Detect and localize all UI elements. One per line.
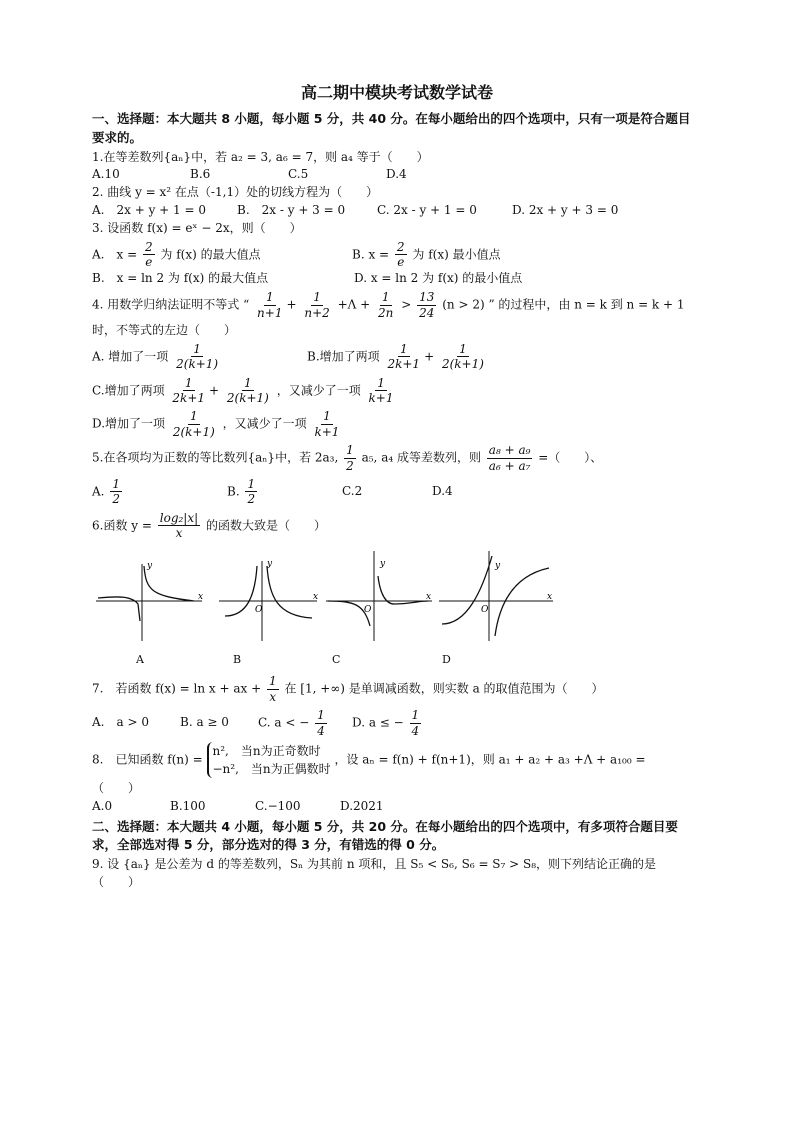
- numerator: 1: [112, 476, 120, 491]
- numerator: 2: [144, 239, 153, 254]
- stem-prefix: 4. 用数学归纳法证明不等式 “: [92, 297, 250, 312]
- denominator: n+2: [304, 305, 330, 320]
- case-even: −n², 当n为正偶数时: [212, 762, 331, 777]
- denominator: 2(k+1): [226, 390, 269, 405]
- numerator: 1: [381, 290, 390, 305]
- option-d: [352, 708, 423, 738]
- numerator: 1: [323, 409, 331, 424]
- denominator: 2n: [378, 305, 394, 320]
- svg-text:y: y: [267, 559, 273, 570]
- fraction: [344, 443, 356, 473]
- fraction: [110, 477, 122, 507]
- option-b: B.增加了两项 $\frac{1}{2k+1}$ + $\frac{1}{2(k+1)}$: [307, 341, 484, 372]
- option-a-prefix: A. x =: [92, 247, 138, 262]
- fraction: [143, 240, 155, 270]
- graph-d: [437, 546, 557, 646]
- greater-than: >: [401, 297, 412, 312]
- fraction: [395, 240, 407, 270]
- stem-suffix: 的函数大致是（ ）: [206, 518, 327, 533]
- question-1-options: [92, 168, 702, 182]
- fraction: [487, 443, 533, 473]
- question-4-stem: 4. 用数学归纳法证明不等式 “ $\frac{1}{n+1}$ + $\frac{1}{n+2}$ +Λ + $\frac{1}{2n}$ > $\frac{13}{24}$ (n > 2) ” 的过程中，由 n = k 到 n = k + 1: [92, 290, 685, 320]
- question-7-options: [92, 708, 702, 738]
- denominator: 2(k+1): [172, 424, 215, 439]
- section-one-heading: 一、选择题：本大题共 8 小题，每小题 5 分，共 40 分。在每小题给出的四个选项中，只有一项是符合题目要求的。: [92, 111, 691, 145]
- option-c-mid: ，又减少了一项: [276, 382, 361, 397]
- numerator: log₂|x|: [159, 510, 199, 525]
- denominator: 2: [247, 492, 256, 507]
- numerator: 1: [346, 443, 354, 458]
- fraction: [312, 409, 341, 439]
- fraction: [302, 290, 331, 320]
- question-2-stem: 2. 曲线 y = x² 在点（-1,1）处的切线方程为（ ）: [92, 185, 379, 200]
- numerator: 1: [459, 341, 467, 356]
- graph-a-label: A: [136, 653, 144, 667]
- numerator: 1: [411, 708, 420, 723]
- denominator: 4: [317, 723, 325, 738]
- ellipsis-term: +Λ +: [337, 297, 371, 312]
- fraction: [255, 290, 284, 320]
- option-d: D.4: [432, 483, 453, 498]
- option-b: B.6: [190, 167, 211, 182]
- svg-text:y: y: [495, 561, 501, 572]
- option-d-prefix: D.增加了一项: [92, 416, 166, 431]
- question-7-stem: [92, 674, 702, 704]
- section-two-heading: 二、选择题：本大题共 4 小题，每小题 5 分，共 20 分。在每小题给出的四个选项中，有多项符合题目要求，全部选对得 5 分，部分选对的得 3 分，有错选的得 0 分。: [92, 818, 678, 852]
- option-b-prefix: B.: [227, 484, 240, 499]
- denominator: 4: [411, 723, 420, 738]
- option-c-prefix: C.增加了两项: [92, 382, 165, 397]
- denominator: 2k+1: [172, 390, 206, 405]
- svg-text:O: O: [364, 605, 372, 616]
- numerator: 1: [193, 341, 201, 356]
- option-a: A.10: [92, 167, 120, 182]
- stem-prefix: 7. 若函数 f(x) = ln x + ax +: [92, 681, 262, 696]
- option-b: [227, 477, 342, 507]
- stem-suffix: ，设 aₙ = f(n) + f(n+1)，则 a₁ + a₂ + a₃ +Λ + a₁₀₀ =: [334, 752, 646, 767]
- fraction: [158, 511, 200, 541]
- numerator: 1: [265, 290, 274, 305]
- option-a: [92, 240, 352, 270]
- graph-c: [324, 546, 436, 646]
- question-2-options: [92, 204, 702, 218]
- fraction: [315, 708, 327, 738]
- stem-prefix: 6.函数 y =: [92, 518, 152, 533]
- svg-text:O: O: [481, 605, 489, 616]
- denominator: 2: [346, 458, 354, 473]
- denominator: e: [145, 255, 153, 270]
- question-3-options-cd: [92, 272, 702, 286]
- fraction: [376, 290, 395, 320]
- option-c: B. x = ln 2 为 f(x) 的最大值点: [92, 271, 269, 286]
- stem-suffix: =（ ）、: [538, 450, 603, 465]
- option-c: C.5: [288, 167, 309, 182]
- fraction: [367, 376, 396, 406]
- fraction: [174, 342, 220, 372]
- option-d: D. x = ln 2 为 f(x) 的最小值点: [354, 271, 523, 286]
- stem-prefix: 5.在各项均为正数的等比数列{aₙ}中，若 2a₃,: [92, 450, 339, 465]
- question-4-stem-line2: 时，不等式的左边（ ）: [92, 322, 237, 337]
- svg-text:O: O: [255, 605, 263, 616]
- fraction: [385, 342, 422, 372]
- option-d: D.4: [386, 167, 407, 182]
- option-b-prefix: B.增加了两项: [307, 349, 380, 364]
- option-d-prefix: D. a ≤ −: [352, 715, 404, 730]
- numerator: 1: [247, 476, 256, 491]
- graph-d-label: D: [442, 653, 451, 667]
- option-a: A. 2x + y + 1 = 0: [92, 203, 206, 218]
- fraction: [267, 674, 279, 704]
- page-title: 高二期中模块考试数学试卷: [300, 83, 493, 102]
- denominator: x: [269, 689, 277, 704]
- graph-a: [94, 546, 206, 646]
- option-b: B.100: [170, 798, 206, 813]
- numerator: 2: [396, 239, 405, 254]
- denominator: 2k+1: [387, 357, 421, 372]
- piecewise-definition: [207, 742, 331, 778]
- fraction: [440, 342, 486, 372]
- question-9-paren: （ ）: [92, 874, 141, 889]
- denominator: 2: [112, 492, 120, 507]
- numerator: 1: [244, 375, 252, 390]
- denominator: e: [397, 255, 405, 270]
- option-c: C.2: [342, 483, 363, 498]
- option-b: B. 2x - y + 3 = 0: [237, 203, 346, 218]
- stem-prefix: 8. 已知函数 f(n) =: [92, 752, 203, 767]
- fraction: [171, 409, 217, 439]
- question-5-options: [92, 477, 702, 507]
- fraction: [410, 708, 422, 738]
- option-a: [92, 477, 227, 507]
- denominator: 24: [419, 305, 435, 320]
- denominator: n+1: [257, 305, 283, 320]
- fraction: [417, 290, 436, 320]
- option-d: D.2021: [340, 798, 384, 813]
- denominator: a₆ + a₇: [488, 458, 531, 473]
- option-a-suffix: 为 f(x) 的最大值点: [160, 247, 261, 262]
- stem-suffix: (n > 2) ” 的过程中，由 n = k 到 n = k + 1: [442, 297, 685, 312]
- cases: [207, 742, 331, 778]
- option-a: A. a > 0: [92, 715, 149, 730]
- svg-text:y: y: [147, 561, 153, 572]
- question-8-stem: [92, 742, 702, 778]
- question-3-options-ab: [92, 240, 702, 270]
- question-6-stem: [92, 511, 702, 541]
- numerator: a₈ + a₉: [488, 443, 531, 458]
- question-1-stem: 1.在等差数列{aₙ}中，若 a₂ = 3, a₆ = 7，则 a₄ 等于（ ）: [92, 149, 429, 164]
- option-a: A.0: [92, 798, 113, 813]
- question-9-stem: 9. 设 {aₙ} 是公差为 d 的等差数列，Sₙ 为其前 n 项和，且 S₅ < S₆, S₆ = S₇ > S₈，则下列结论正确的是: [92, 856, 657, 871]
- svg-text:y: y: [380, 559, 386, 570]
- numerator: 1: [317, 708, 325, 723]
- numerator: 1: [190, 409, 198, 424]
- question-8-options: [92, 800, 702, 814]
- svg-text:x: x: [198, 592, 204, 603]
- exam-page: [92, 84, 702, 893]
- option-b: [352, 240, 501, 270]
- svg-text:x: x: [426, 592, 432, 603]
- option-d: D. 2x + y + 3 = 0: [512, 203, 619, 218]
- numerator: 1: [377, 375, 385, 390]
- option-c: C.增加了两项 $\frac{1}{2k+1}$ + $\frac{1}{2(k+1)}$ ，又减少了一项 $\frac{1}{k+1}$: [92, 375, 394, 405]
- svg-text:x: x: [547, 592, 553, 603]
- numerator: 1: [268, 674, 277, 689]
- fraction: [225, 376, 271, 406]
- numerator: 13: [419, 290, 435, 305]
- option-a-prefix: A. 增加了一项: [92, 349, 169, 364]
- stem-mid: a₅, a₄ 成等差数列，则: [361, 450, 481, 465]
- numerator: 1: [399, 341, 408, 356]
- graph-b: [217, 546, 322, 646]
- question-8-paren: （ ）: [92, 781, 141, 796]
- denominator: k+1: [368, 390, 394, 405]
- denominator: 2(k+1): [441, 357, 484, 372]
- graph-c-label: C: [332, 653, 341, 667]
- fraction: [170, 376, 207, 406]
- case-odd: n², 当n为正奇数时: [212, 744, 321, 759]
- option-a: [92, 342, 307, 372]
- denominator: 2(k+1): [176, 357, 219, 372]
- option-a-prefix: A.: [92, 484, 105, 499]
- svg-text:x: x: [313, 592, 319, 603]
- question-4-options-ab: [92, 342, 702, 372]
- option-c: C.−100: [255, 798, 301, 813]
- denominator: k+1: [314, 424, 340, 439]
- option-b-prefix: B. x =: [352, 247, 390, 262]
- option-d: [92, 409, 702, 439]
- numerator: 1: [184, 375, 193, 390]
- option-b-suffix: 为 f(x) 最小值点: [412, 247, 501, 262]
- question-3-stem: 3. 设函数 f(x) = eˣ − 2x，则（ ）: [92, 220, 302, 235]
- stem-suffix: 在 [1, +∞) 是单调减函数，则实数 a 的取值范围为（ ）: [284, 681, 604, 696]
- option-c: C. 2x - y + 1 = 0: [377, 203, 477, 218]
- numerator: 1: [313, 290, 321, 305]
- option-b: B. a ≥ 0: [180, 715, 229, 730]
- option-c: [258, 708, 352, 738]
- fraction: [245, 477, 257, 507]
- question-6-graphs: [92, 546, 702, 667]
- denominator: x: [175, 526, 183, 541]
- question-5-stem: [92, 443, 702, 473]
- option-c-prefix: C. a < −: [258, 715, 310, 730]
- graph-b-label: B: [233, 653, 242, 667]
- option-d-mid: ，又减少了一项: [222, 416, 307, 431]
